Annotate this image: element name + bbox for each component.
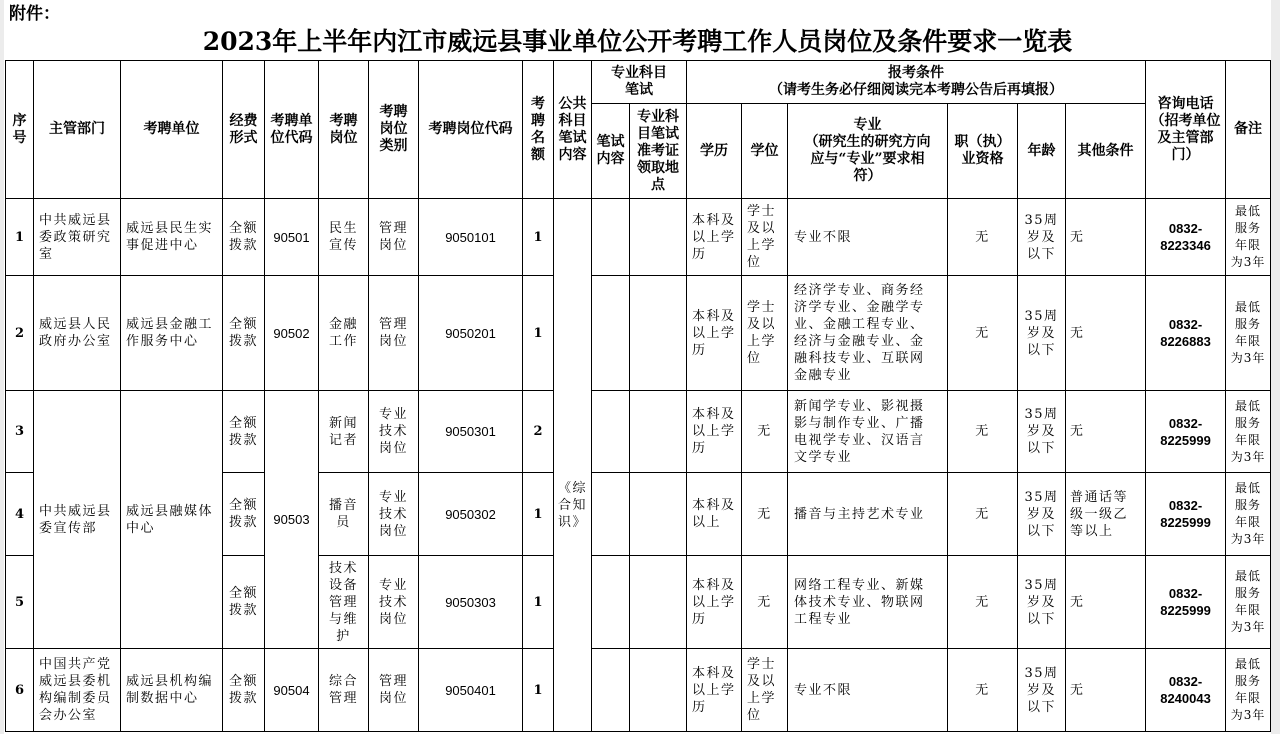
row-degree: 学士及以上学位 — [742, 199, 788, 276]
row-funding: 全额拨款 — [223, 391, 265, 473]
row-unit-code: 90504 — [265, 649, 319, 732]
row-qualification: 无 — [948, 649, 1018, 732]
row-pro-exam-ticket — [630, 391, 687, 473]
header-conditions-label: 报考条件 — [888, 65, 945, 81]
header-position: 考聘岗位 — [319, 61, 369, 199]
row-other: 无 — [1066, 276, 1146, 391]
header-unit: 考聘单位 — [121, 61, 223, 199]
page-title: 2023年上半年内江市威远县事业单位公开考聘工作人员岗位及条件要求一览表 — [202, 27, 1073, 56]
header-department: 主管部门 — [34, 61, 121, 199]
header-public-exam: 公共科目笔试内容 — [554, 61, 592, 199]
row-index: 2 — [6, 276, 34, 391]
table-row — [6, 649, 1271, 732]
header-unit-code: 考聘单位代码 — [265, 61, 319, 199]
header-position-type: 考聘岗位类别 — [369, 61, 419, 199]
header-major-note: （研究生的研究方向应与“专业”要求相符） — [804, 134, 931, 184]
row-major: 播音与主持艺术专业 — [788, 473, 948, 556]
row-unit: 威远县融媒体中心 — [121, 391, 223, 649]
row-position: 播音员 — [319, 473, 369, 556]
row-remark: 最低服务年限为3年 — [1226, 391, 1271, 473]
header-phone: 咨询电话（招考单位及主管部门） — [1146, 61, 1226, 199]
row-index: 3 — [6, 391, 34, 473]
header-position-code: 考聘岗位代码 — [419, 61, 523, 199]
row-pro-exam-ticket — [630, 276, 687, 391]
row-age: 35周岁及以下 — [1018, 391, 1066, 473]
row-phone: 0832-8240043 — [1146, 649, 1226, 732]
row-phone: 0832-8225999 — [1146, 473, 1226, 556]
row-education: 本科及以上学历 — [687, 199, 742, 276]
row-position-type: 管理岗位 — [369, 649, 419, 732]
row-other: 无 — [1066, 199, 1146, 276]
row-quota: 1 — [523, 556, 554, 649]
row-pro-exam-ticket — [630, 473, 687, 556]
header-degree: 学位 — [742, 104, 788, 199]
row-major: 经济学专业、商务经济学专业、金融学专业、金融工程专业、经济与金融专业、金融科技专业、互联网金融专业 — [788, 276, 948, 391]
header-other: 其他条件 — [1066, 104, 1146, 199]
row-position: 民生宣传 — [319, 199, 369, 276]
row-education: 本科及以上 — [687, 473, 742, 556]
row-other: 无 — [1066, 556, 1146, 649]
header-education: 学历 — [687, 104, 742, 199]
row-age: 35周岁及以下 — [1018, 199, 1066, 276]
row-phone: 0832-8226883 — [1146, 276, 1226, 391]
row-major: 新闻学专业、影视摄影与制作专业、广播电视学专业、汉语言文学专业 — [788, 391, 948, 473]
row-position-type: 专业技术岗位 — [369, 556, 419, 649]
row-funding: 全额拨款 — [223, 199, 265, 276]
row-unit: 威远县民生实事促进中心 — [121, 199, 223, 276]
row-funding: 全额拨款 — [223, 473, 265, 556]
header-row-top — [6, 61, 1271, 104]
row-major: 网络工程专业、新媒体技术专业、物联网工程专业 — [788, 556, 948, 649]
row-unit: 威远县机构编制数据中心 — [121, 649, 223, 732]
row-position-code: 9050301 — [419, 391, 523, 473]
row-position-type: 管理岗位 — [369, 199, 419, 276]
row-quota: 1 — [523, 473, 554, 556]
row-education: 本科及以上学历 — [687, 276, 742, 391]
row-qualification: 无 — [948, 276, 1018, 391]
row-remark: 最低服务年限为3年 — [1226, 276, 1271, 391]
header-pro-exam-group: 专业科目笔试 — [592, 61, 687, 104]
row-education: 本科及以上学历 — [687, 556, 742, 649]
row-position-code: 9050101 — [419, 199, 523, 276]
table-header — [6, 61, 1271, 199]
header-quota: 考聘名额 — [523, 61, 554, 199]
header-conditions-group — [687, 61, 1146, 104]
row-department: 中共威远县委政策研究室 — [34, 199, 121, 276]
header-qualification: 职（执）业资格 — [948, 104, 1018, 199]
row-pro-exam-content — [592, 199, 630, 276]
table-row — [6, 199, 1271, 276]
header-index: 序号 — [6, 61, 34, 199]
row-phone: 0832-8225999 — [1146, 391, 1226, 473]
row-department: 中国共产党威远县委机构编制委员会办公室 — [34, 649, 121, 732]
row-position: 新闻记者 — [319, 391, 369, 473]
row-degree: 无 — [742, 556, 788, 649]
row-funding: 全额拨款 — [223, 556, 265, 649]
row-degree: 学士及以上学位 — [742, 276, 788, 391]
row-position-code: 9050401 — [419, 649, 523, 732]
row-unit-code: 90503 — [265, 391, 319, 649]
row-other: 无 — [1066, 391, 1146, 473]
row-remark: 最低服务年限为3年 — [1226, 556, 1271, 649]
row-pro-exam-ticket — [630, 649, 687, 732]
row-phone: 0832-8223346 — [1146, 199, 1226, 276]
row-position-code: 9050302 — [419, 473, 523, 556]
row-pro-exam-content — [592, 473, 630, 556]
row-major: 专业不限 — [788, 649, 948, 732]
attachment-label: 附件： — [9, 4, 60, 24]
row-unit-code: 90502 — [265, 276, 319, 391]
header-funding: 经费形式 — [223, 61, 265, 199]
row-pro-exam-content — [592, 556, 630, 649]
row-position-code: 9050201 — [419, 276, 523, 391]
header-major-label: 专业 — [853, 117, 882, 133]
row-position: 综合管理 — [319, 649, 369, 732]
row-other: 无 — [1066, 649, 1146, 732]
row-pro-exam-content — [592, 391, 630, 473]
row-funding: 全额拨款 — [223, 649, 265, 732]
row-position-type: 管理岗位 — [369, 276, 419, 391]
row-other: 普通话等级一级乙等以上 — [1066, 473, 1146, 556]
row-age: 35周岁及以下 — [1018, 473, 1066, 556]
row-degree: 无 — [742, 391, 788, 473]
row-position-type: 专业技术岗位 — [369, 473, 419, 556]
row-quota: 1 — [523, 276, 554, 391]
row-qualification: 无 — [948, 391, 1018, 473]
row-remark: 最低服务年限为3年 — [1226, 473, 1271, 556]
row-remark: 最低服务年限为3年 — [1226, 649, 1271, 732]
public-exam-content: 《综合知识》 — [554, 199, 592, 732]
row-department: 中共威远县委宣传部 — [34, 391, 121, 649]
row-qualification: 无 — [948, 473, 1018, 556]
header-pro-exam-content: 笔试内容 — [592, 104, 630, 199]
table-row — [6, 276, 1271, 391]
row-pro-exam-content — [592, 276, 630, 391]
header-age: 年龄 — [1018, 104, 1066, 199]
row-position-type: 专业技术岗位 — [369, 391, 419, 473]
row-index: 4 — [6, 473, 34, 556]
row-pro-exam-ticket — [630, 556, 687, 649]
row-pro-exam-content — [592, 649, 630, 732]
row-qualification: 无 — [948, 199, 1018, 276]
row-index: 5 — [6, 556, 34, 649]
row-position-code: 9050303 — [419, 556, 523, 649]
row-education: 本科及以上学历 — [687, 649, 742, 732]
table-row — [6, 391, 1271, 473]
row-department: 威远县人民政府办公室 — [34, 276, 121, 391]
header-pro-exam-ticket: 专业科目笔试准考证领取地点 — [630, 104, 687, 199]
row-quota: 2 — [523, 391, 554, 473]
row-unit-code: 90501 — [265, 199, 319, 276]
row-position: 金融工作 — [319, 276, 369, 391]
positions-table — [5, 60, 1271, 732]
row-quota: 1 — [523, 199, 554, 276]
row-funding: 全额拨款 — [223, 276, 265, 391]
table-body — [6, 199, 1271, 732]
header-conditions-note: （请考生务必仔细阅读完本考聘公告后再填报） — [769, 82, 1064, 98]
row-degree: 无 — [742, 473, 788, 556]
row-major: 专业不限 — [788, 199, 948, 276]
row-age: 35周岁及以下 — [1018, 276, 1066, 391]
header-major — [788, 104, 948, 199]
row-qualification: 无 — [948, 556, 1018, 649]
row-age: 35周岁及以下 — [1018, 649, 1066, 732]
row-index: 6 — [6, 649, 34, 732]
row-unit: 威远县金融工作服务中心 — [121, 276, 223, 391]
row-pro-exam-ticket — [630, 199, 687, 276]
row-position: 技术设备管理与维护 — [319, 556, 369, 649]
row-education: 本科及以上学历 — [687, 391, 742, 473]
row-phone: 0832-8225999 — [1146, 556, 1226, 649]
row-index: 1 — [6, 199, 34, 276]
row-quota: 1 — [523, 649, 554, 732]
row-remark: 最低服务年限为3年 — [1226, 199, 1271, 276]
header-remark: 备注 — [1226, 61, 1271, 199]
row-age: 35周岁及以下 — [1018, 556, 1066, 649]
row-degree: 学士及以上学位 — [742, 649, 788, 732]
